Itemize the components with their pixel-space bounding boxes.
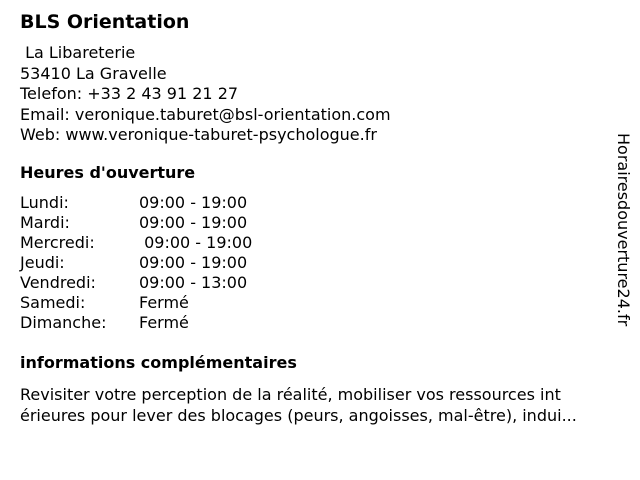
contact-block (20, 43, 391, 146)
hours-value: 09:00 - 19:00 (139, 193, 248, 212)
address-city: 53410 La Gravelle (20, 63, 167, 83)
hours-row-saturday (20, 293, 252, 313)
opening-hours-heading: Heures d'ouverture (20, 163, 196, 182)
hours-value: Fermé (139, 293, 189, 312)
day-label: Jeudi: (20, 253, 65, 272)
web-label: Web: (20, 125, 61, 144)
day-label: Vendredi: (20, 273, 96, 292)
info-text-line: érieures pour lever des blocages (peurs, angoisses, mal-être), indui... (20, 406, 577, 425)
hours-row-thursday (20, 253, 252, 273)
hours-value: 09:00 - 13:00 (139, 273, 248, 292)
web-line (20, 125, 391, 146)
day-label: Samedi: (20, 293, 86, 312)
hours-row-tuesday (20, 213, 252, 233)
hours-row-friday (20, 273, 252, 293)
watermark (611, 133, 635, 345)
email-label: Email: (20, 104, 70, 124)
hours-value: 09:00 - 19:00 (139, 213, 248, 232)
hours-value: 09:00 - 19:00 (139, 253, 248, 272)
watermark-text: Horairesdouverture24.fr (614, 133, 633, 327)
hours-value: Fermé (139, 313, 189, 332)
hours-row-monday (20, 193, 252, 213)
phone-line (20, 84, 391, 105)
day-label: Dimanche: (20, 313, 107, 332)
info-text-line: Revisiter votre perception de la réalité, mobiliser vos ressources int (20, 385, 561, 404)
hours-value: 09:00 - 19:00 (139, 233, 253, 252)
phone-label: Telefon: (20, 84, 83, 103)
address-street: La Libareterie (20, 43, 136, 62)
web-link[interactable]: www.veronique-taburet-psychologue.fr (65, 125, 377, 144)
email-line (20, 105, 391, 126)
hours-row-wednesday (20, 233, 252, 253)
day-label: Mercredi: (20, 233, 95, 252)
hours-row-sunday (20, 313, 252, 333)
phone-number[interactable]: +33 2 43 91 21 27 (87, 84, 239, 103)
day-label: Mardi: (20, 213, 70, 232)
opening-hours-table (20, 193, 252, 333)
email-address[interactable]: veronique.taburet@bsl-orientation.com (74, 104, 391, 124)
day-label: Lundi: (20, 193, 69, 212)
business-name: BLS Orientation (20, 11, 190, 33)
additional-info-heading: informations complémentaires (20, 353, 297, 372)
additional-info-text (20, 384, 632, 426)
